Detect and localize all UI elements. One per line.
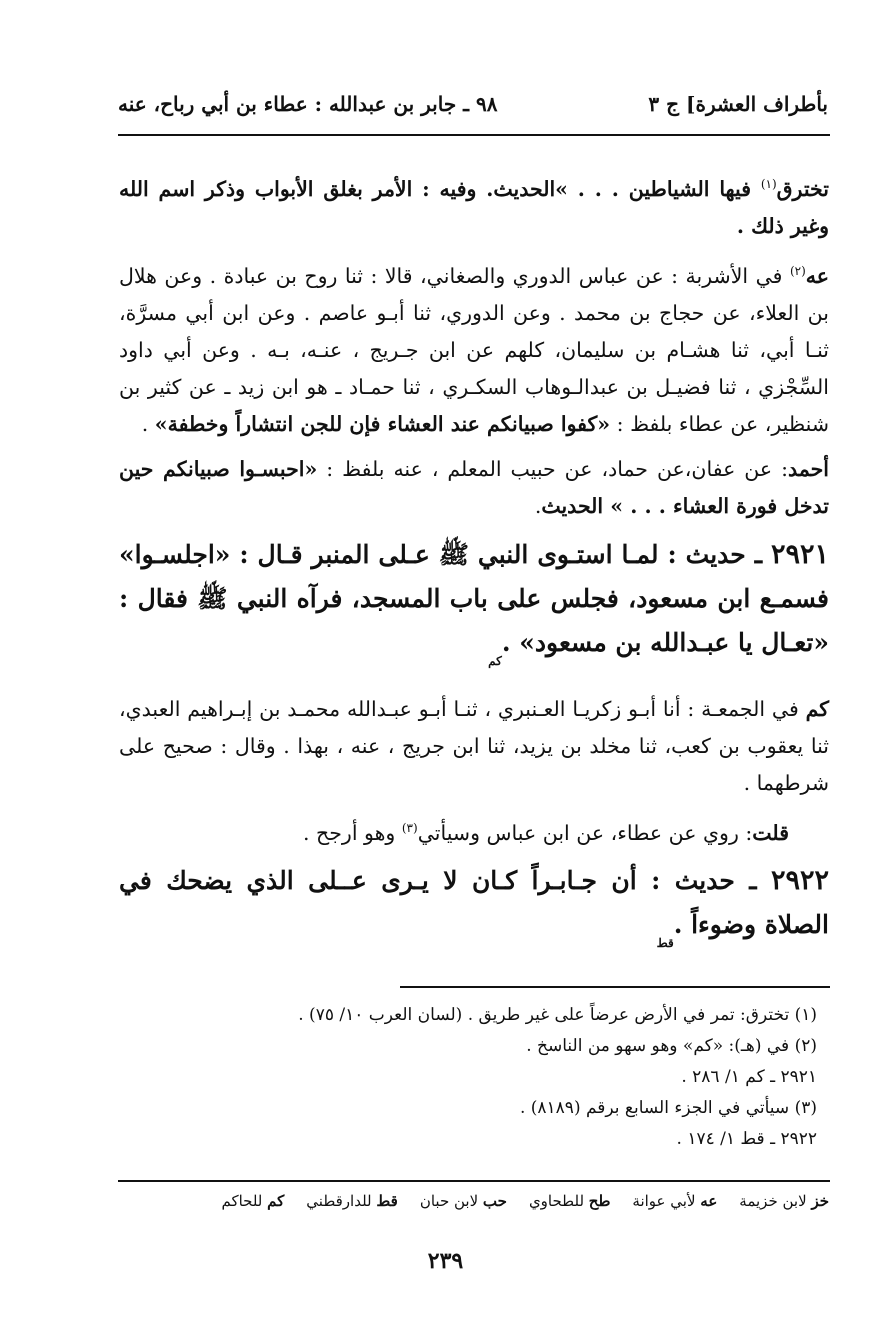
- abbrev-item: [221, 1192, 284, 1210]
- paragraph-5-end: وهو أرجح .: [302, 820, 402, 845]
- paragraph-1-text: فيها الشياطين . . . »الحديث. وفيه : الأمر بغلق الأبواب وذكر اسم الله وغير ذلك .: [119, 176, 829, 238]
- abbrev-key: كم: [267, 1192, 285, 1210]
- paragraph-1: [119, 166, 829, 245]
- footnote-2921: ٢٩٢١ ـ كم ١/ ٢٨٦ .: [681, 1067, 817, 1087]
- paragraph-4-text: في الجمعـة : أنا أبـو زكريـا العـنبري ، ثنـا أبـو عبـدالله محمـد بن إبـراهيم العبدي، ثنا يعقوب بن كعب، ثنا مخلد بن يزيد، ثنا ابن جريج ، عنه ، بهذا . وقال : صحيح على شرطهما .: [119, 696, 829, 795]
- abbrev-divider: [118, 1180, 830, 1182]
- hadith-quote-1: «كفوا صبيانكم عند العشاء فإن للجن انتشاراً وخطفة»: [154, 411, 611, 436]
- abbrev-item: [420, 1192, 507, 1210]
- footnote-ref-3: (٣): [401, 820, 418, 835]
- paragraph-2: [119, 253, 829, 443]
- abbrev-value: للحاكم: [221, 1192, 263, 1210]
- abbrev-key: خز: [811, 1192, 829, 1210]
- running-header: [118, 84, 828, 124]
- footnote-2922: ٢٩٢٢ ـ قط ١/ ١٧٤ .: [676, 1129, 817, 1149]
- abbrev-value: للدارقطني: [306, 1192, 372, 1210]
- source-ahmad: أحمد: [788, 456, 829, 481]
- paragraph-2-text: في الأشربة : عن عباس الدوري والصغاني، قالا : ثنا روح بن عبادة . وعن هلال بن العلاء، عن حجاج بن محمد . وعن الدوري، ثنا أبـو عاصم . وعن ابن أبي مسرَّة، ثنـا أبي، ثنا هشـام بن سليمان، كلهم عن ابن جـريج ، عنـه، بـه . وعن أبي داود السِّجْزي ، ثنا فضيـل بن عبدالـوهاب السكـري ، ثنا حمـاد ـ هو ابن زيد ـ عن كثير بن شنظير، عن عطاء بلفظ :: [119, 263, 829, 436]
- footnote-ref-1: (١): [760, 177, 777, 191]
- paragraph-3-text: : عن عفان،عن حماد، عن حبيب المعلم ، عنه بلفظ :: [317, 456, 788, 481]
- abbrev-key: طح: [588, 1192, 611, 1210]
- source-abbrev-km: كم: [805, 696, 829, 721]
- hadith-number-2922: ٢٩٢٢: [770, 865, 829, 897]
- footnote-divider: [400, 986, 830, 988]
- abbrev-value: لأبي عوانة: [632, 1192, 696, 1210]
- paragraph-4: [119, 691, 829, 802]
- header-divider: [118, 134, 830, 136]
- paragraph-3: [119, 451, 829, 525]
- hadith-number-2921: ٢٩٢١: [770, 538, 829, 570]
- source-abbrev-aa: عه: [805, 263, 829, 288]
- footnotes: [127, 1000, 817, 1155]
- hadith-2922: [119, 859, 829, 965]
- hadith-2921-text: ـ حديث : لمـا استـوى النبي ﷺ عـلى المنبر قـال : «اجلسـوا» فسمـع ابن مسعود، فجلس على باب المسجد، فرآه النبي ﷺ فقال : «تعـال يا عبـدالله بن مسعود» .: [119, 539, 829, 657]
- hadith-quote-2: «احبسـوا صبيانكم حين تدخل فورة العشاء . . . » الحديث: [119, 456, 829, 518]
- footnote-2: (٢) في (هـ): «كم» وهو سهو من الناسخ .: [526, 1036, 817, 1056]
- paragraph-3-end: .: [534, 493, 542, 518]
- abbrev-key: حب: [482, 1192, 507, 1210]
- abbrev-value: لابن خزيمة: [739, 1192, 807, 1210]
- qultu-label: قلت: [752, 820, 789, 845]
- paragraph-5-text: : روي عن عطاء، عن ابن عباس وسيأتي: [417, 820, 753, 845]
- abbrev-item: [632, 1192, 717, 1210]
- term-takhtariq: تخترق: [776, 176, 829, 201]
- header-volume: بأطراف العشرة] ج ٣: [648, 92, 828, 116]
- abbrev-item: [739, 1192, 829, 1210]
- header-chapter: ٩٨ ـ جابر بن عبدالله : عطاء بن أبي رباح، عنه: [118, 92, 498, 116]
- abbrev-item: [529, 1192, 610, 1210]
- page-number: ٢٣٩: [427, 1248, 464, 1274]
- paragraph-2-end: .: [141, 411, 155, 436]
- footnote-ref-2: (٢): [789, 263, 806, 278]
- main-text: [119, 166, 829, 973]
- footnote-3: (٣) سيأتي في الجزء السابع برقم (٨١٨٩) .: [519, 1098, 817, 1118]
- abbrev-key: قط: [376, 1192, 398, 1210]
- paragraph-5: [119, 810, 829, 852]
- abbrev-value: لابن حبان: [419, 1192, 479, 1210]
- footnote-1: (١) تخترق: تمر في الأرض عرضاً على غير طريق . (لسان العرب ١٠/ ٧٥) .: [298, 1005, 817, 1025]
- hadith-2922-text: ـ حديث : أن جـابـراً كـان لا يـرى عــلى الذي يضحك في الصلاة وضوءاً .: [119, 866, 829, 940]
- abbrev-value: للطحاوي: [528, 1192, 585, 1210]
- hadith-2921-source-tag: كم: [488, 653, 502, 668]
- abbrev-item: [306, 1192, 398, 1210]
- abbreviation-key: [109, 1192, 829, 1210]
- hadith-2921: [119, 533, 829, 683]
- hadith-2922-source-tag: قط: [656, 936, 674, 951]
- abbrev-key: عه: [700, 1192, 718, 1210]
